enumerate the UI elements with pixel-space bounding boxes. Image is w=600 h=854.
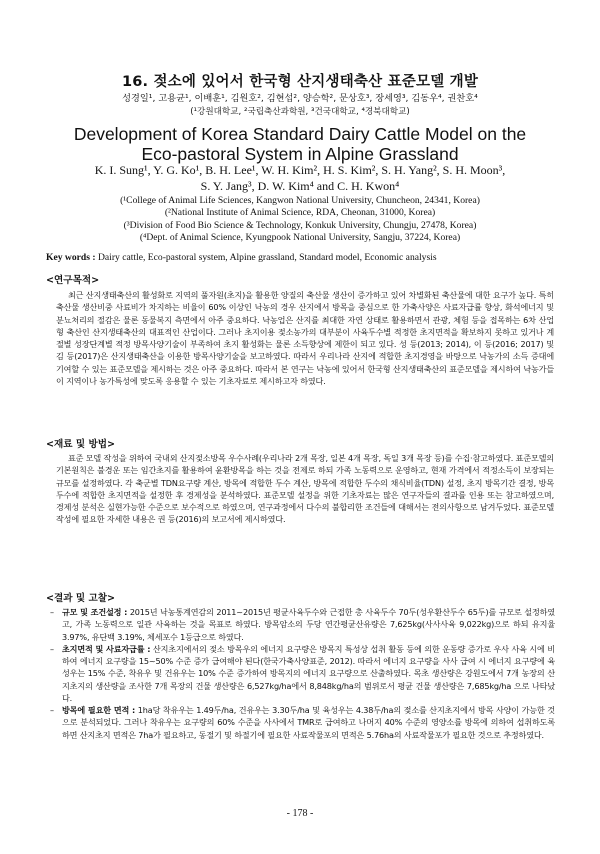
keywords (46, 252, 566, 263)
list-item: – 규모 및 조건설정 : 2015년 낙농통계연감의 2011~2015년 평균사육두수와 근접한 총 사육두수 70두(성우환산두수 65두)를 규모로 설정하였고, 가족 노동력으로 일관 사육하는 것을 목표로 하였다. 방목암소의 두당 연간평균산유량은 7,625kg(사사사육 9,022kg)으로 하되 유지율 3.97%, 유단백 3.19%, 체세포수 1등급으로 하였다. (50, 607, 555, 642)
keywords-label: Key words : (46, 252, 96, 263)
result-text-scale: 2015년 낙농통계연감의 2011~2015년 평균사육두수와 근접한 총 사육두수 70두(성우환산두수 65두)를 규모로 설정하였고, 가족 노동력으로 일관 사육하는 것을 목표로 하였다. 방목암소의 두당 연간평균산유량은 7,625kg(사사사육 9,022kg)으로 하되 유지율 3.97%, 유단백 3.19%, 체세포수 1등급으로 하였다. (62, 607, 555, 642)
result-label-scale: 규모 및 조건설정 : (62, 607, 128, 617)
affiliation-2: (²National Institute of Animal Science, RDA, Cheonan, 31000, Korea) (164, 207, 436, 219)
list-item: – 방목에 필요한 면적 : 1ha당 착유우는 1.49두/ha, 건유우는 3.30두/ha 및 육성우는 4.38두/ha의 젖소를 산지초지에서 방목 사양이 가능한 것으로 분석되었다. 그러나 착유우는 요구량의 60% 수준을 사사에서 TMR로 급여하고 나머지 40% 수준의 영양소를 방목에 의하여 섭취하도록 하면 산지초지 면적은 7ha가 필요하고, 동절기 및 하절기에 필요한 사료작물포의 면적은 5.76ha의 사료작물포가 필요한 것으로 추정하였다. (50, 705, 555, 740)
list-item: – 초지면적 및 사료자급률 : 산지초지에서의 젖소 방목우의 에너지 요구량은 방목지 특성상 섭취 활동 등에 의한 운동량 증가로 우사 사육 시에 비하여 에너지 요구량을 15~50% 수준 증가 급여해야 된다(한국가축사양표준, 2012). 따라서 에너지 요구량을 사사 급여 시 에너지 요구량에 육성우는 15% 수준, 착유우 및 건유우는 10% 수준 증가하여 방목지의 에너지 요구량으로 산출하였다. 목초 생산량은 강원도에서 7개 농장의 산지초지의 생산량을 조사한 7개 목장의 건물 생산량은 6,527kg/ha에서 8,848kg/ha의 범위로서 평균 건물 생산량은 7,685kg/ha 으로 나타났다. (50, 643, 555, 703)
result-label-pasture: 초지면적 및 사료자급률 : (62, 643, 151, 654)
english-authors-line-2: S. Y. Jang³, D. W. Kim⁴ and C. H. Kwon⁴ (200, 178, 400, 193)
result-text-area: 1ha당 착유우는 1.49두/ha, 건유우는 3.30두/ha 및 육성우는 4.38두/ha의 젖소를 산지초지에서 방목 사양이 가능한 것으로 분석되었다. 그러나 착유우는 요구량의 60% 수준을 사사에서 TMR로 급여하고 나머지 40% 수준의 영양소를 방목에 의하여 섭취하도록 하면 산지초지 면적은 7ha가 필요하고, 동절기 및 하절기에 필요한 사료작물포의 면적은 5.76ha의 사료작물포가 필요한 것으로 추정하였다. (62, 705, 555, 740)
results-heading: <결과 및 고찰> (46, 593, 116, 604)
english-authors-line-1: K. I. Sung¹, Y. G. Ko¹, B. H. Lee¹, W. H. Kim², H. S. Kim², S. H. Yang², S. H. Moon³, (94, 163, 506, 177)
affiliation-4: (⁴Dept. of Animal Science, Kyungpook National University, Sangju, 37224, Korea) (139, 232, 461, 244)
english-authors (30, 163, 570, 194)
keywords-text: Dairy cattle, Eco-pastoral system, Alpine grassland, Standard model, Economic analysis (97, 252, 437, 263)
purpose-text: 최근 산지생태축산의 활성화로 지역의 풀자원(초지)을 활용한 양질의 축산물 생산이 증가하고 있어 차별화된 축산물에 대한 요구가 높다. 특히 축산물 생산비중 사료비가 차지하는 비율이 60% 이상인 낙농의 경우 산지에서 방목을 중심으로 한 가축사양은 사료자급률 향상, 화석에너지 및 분뇨처리의 절감은 물론 동물복지 측면에서 아주 중요하다. 낙농업은 산지를 최대한 자연 상태로 활용하면서 관광, 체험 등을 접목하는 6차 산업형 축산인 산지생태축산의 대표적인 산업이다. 그러나 초지이용 젖소농가의 대부분이 사육두수별 적정한 초지면적을 확보하지 못하고 있거나 계절별 성장단계별 적정 방목사양기술이 부족하여 초지 활성화는 물론 소득향상에 제한이 되고 있다. 성 등(2013; 2014), 이 등(2016; 2017) 및 김 등(2017)은 산지생태축산을 이용한 방목사양기술을 보고하였다. 따라서 우리나라 산지에 적합한 초지경영을 바탕으로 낙농가의 소득 증대에 기여할 수 있는 표준모델을 제시하는 것은 아주 중요하다. 따라서 본 연구는 낙농에 있어서 한국형 산지생태축산의 표준모델을 제시하여 낙농가들이 지역이나 농가특성에 맞도록 응용할 수 있는 기초자료로 제시하고자 하였다. (56, 290, 554, 386)
result-label-area: 방목에 필요한 면적 : (62, 705, 136, 715)
results-list (50, 606, 555, 741)
purpose-paragraph (56, 289, 554, 387)
page-number: - 178 - (286, 808, 314, 819)
methods-paragraph (56, 452, 554, 526)
english-title-line-2: Eco-pastoral System in Alpine Grassland (141, 144, 459, 164)
methods-heading: <재료 및 방법> (46, 439, 116, 450)
result-text-pasture: 산지초지에서의 젖소 방목우의 에너지 요구량은 방목지 특성상 섭취 활동 등에 의한 운동량 증가로 우사 사육 시에 비하여 에너지 요구량을 15~50% 수준 증가 급여해야 된다(한국가축사양표준, 2012). 따라서 에너지 요구량을 사사 급여 시 에너지 요구량에 육성우는 15% 수준, 착유우 및 건유우는 10% 수준 증가하여 방목지의 에너지 요구량으로 산출하였다. 목초 생산량은 강원도에서 7개 농장의 산지초지의 생산량을 조사한 7개 목장의 건물 생산량은 6,527kg/ha에서 8,848kg/ha의 범위로서 평균 건물 생산량은 7,685kg/ha 으로 나타났다. (62, 643, 555, 703)
korean-affiliations: (¹강원대학교, ²국립축산과학원, ³건국대학교, ⁴경북대학교) (190, 107, 410, 117)
affiliation-3: (³Division of Food Bio Science & Technology, Konkuk University, Chungju, 27478, Korea) (123, 219, 477, 231)
purpose-heading: <연구목적> (46, 275, 100, 286)
methods-text: 표준 모델 작성을 위하여 국내외 산지젖소방목 우수사례(우리나라 2개 목장, 일본 4개 목장, 독일 3개 목장 등)를 수집·참고하였다. 표준모델의 기본원칙은 불경운 또는 임간초지를 활용하여 윤환방목을 하는 것을 전제로 하되 가족 노동력으로 운영하고, 현재 가격에서 적정소득이 보장되는 규모를 설정하였다. 각 축군별 TDN요구량 계산, 방목에 적합한 두수 계산, 방목에 적합한 두수의 채식비율(TDN) 설정, 초지 방목기간 결정, 방목 두수에 적합한 초지면적을 설정한 후 경제성을 분석하였다. 표준모델 설정을 위한 기초자료는 많은 연구자들의 결과를 인용 또는 참고하였으며, 경제성 분석은 실현가능한 수준으로 보수적으로 하였으며, 연구과정에서 다수의 불합리한 조건들에 대해서는 전의사항으로 남겨두었다. 표준모델작성에 필요한 자세한 내용은 권 등(2016)의 보고서에 제시하였다. (56, 453, 554, 525)
korean-title: 16. 젖소에 있어서 한국형 산지생태축산 표준모델 개발 (121, 74, 479, 90)
english-title (40, 124, 560, 164)
korean-authors: 성경일¹, 고용균¹, 이배훈¹, 김원호², 김현섭², 양승학², 문상호³, 장세영³, 김동우⁴, 권찬호⁴ (122, 93, 478, 104)
english-affiliations (30, 195, 570, 245)
english-title-line-1: Development of Korea Standard Dairy Cattle Model on the (73, 124, 527, 144)
affiliation-1: (¹College of Animal Life Sciences, Kangwon National University, Chuncheon, 24341, Korea) (120, 195, 480, 206)
